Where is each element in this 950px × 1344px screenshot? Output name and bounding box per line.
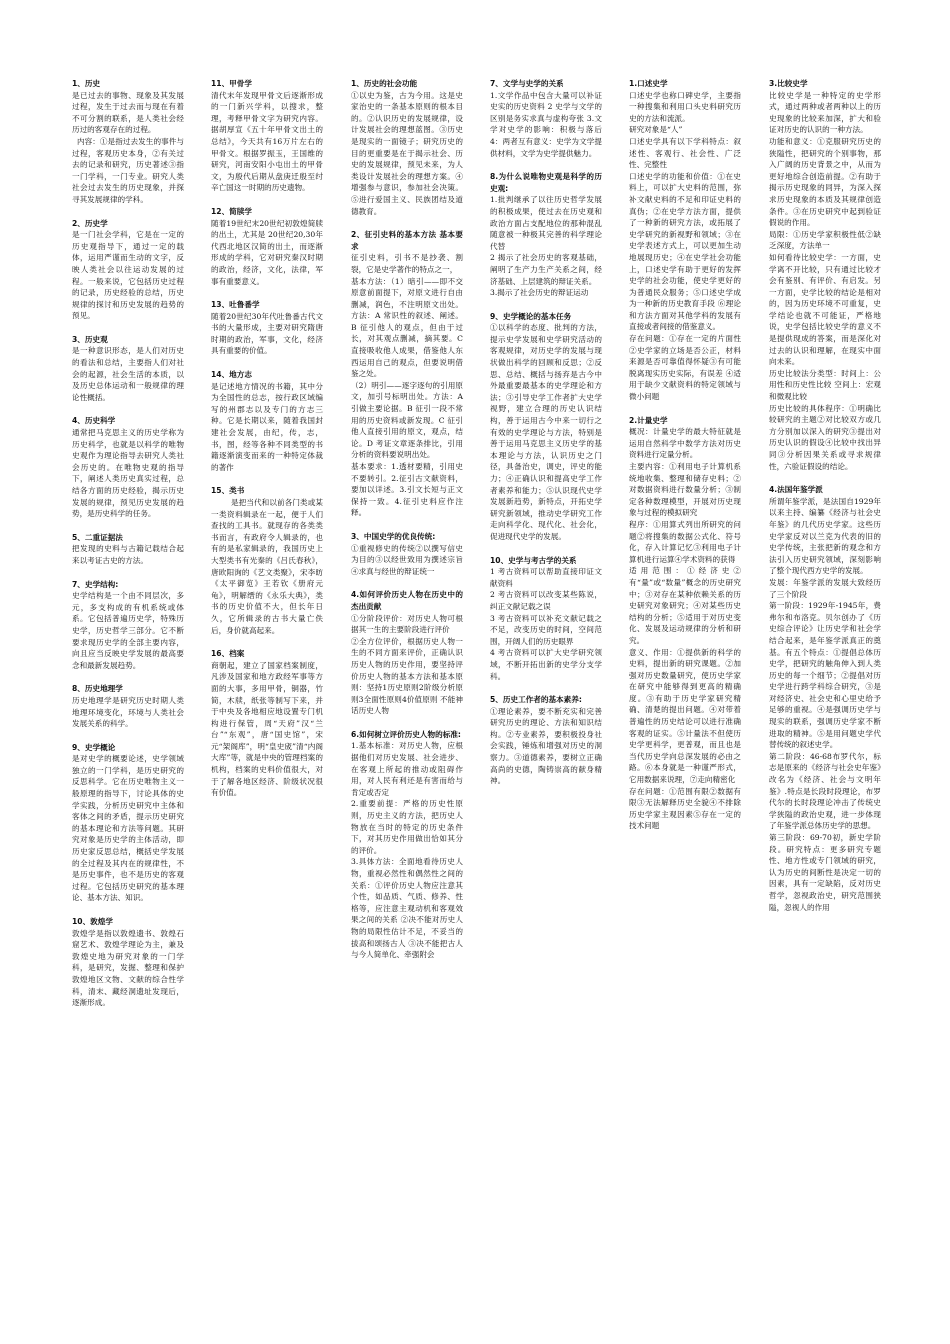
section [351,531,463,577]
section-body: 商朝起，建立了国家档案制度，凡涉及国家和地方政经军事等方面的大事，多用甲骨，铜器，竹简，木牍，纸张等制写下来，并于中央及各地相应地设置专门机构进行保管，周“天府”汉“兰台”“东观”，唐“国史馆”，宋元“架阁库”，明“皇史宬”清“内阁大库”等，就是中央的管理档案的机构，档案的史料价值很大，对于了解各地区经济、阶级状况很有价值。 [211,660,323,798]
section-body: 把发现的史料与古籍记载结合起来以考证古史的方法。 [72,544,184,565]
section [629,78,741,403]
section-heading: 15、类书 [211,486,245,496]
section-body: 概况：计量史学的最大特征就是运用自然科学中数学方法对历史资料进行定量分析。 主要内容：①利用电子计算机系统地收集、整理和储存史料；②对数据资料进行数量分析；③制定各种数理模型，开展对历史现象与过程的模拟研究 程序：①用算式列出所研究的问题②将搜集的数据公式化、符号化，存入计算记忆③利用电子计算机进行运算④学术资料的获得 适用范围：①经济史②有“量”或“数量”概念的历史研究中；③对存在某种依赖关系的历史研究对象研究；④对某些历史结构的分析；⑤适用于对历史变化、发展及运动规律的分析和研究。 意义、作用：①提供新的科学的史料，提出新的研究课题。②加强对历史数量研究，使历史学家在研究中能够得到更高的精确度。③有助于历史学家研究精确、清楚的提出问题。④对带着普遍性的历史结论可以进行准确客观的证实。⑤计量法不但使历史学更科学，更普观，而且也是当代历史学向总深发展的必由之路。⑥本身就是一种谨严形式，它用数据来说理，⑦走向精密化 存在问题：①范围有限②数据有限③无法解释历史全貌④不排除历史学家主观因素⑤存在一定的技术问题 [629,427,741,831]
section-heading: 3.比较史学 [769,79,808,88]
section [72,78,184,206]
section-body: ①理论素养，要不断充实和完善研究历史的理论、方法和知识结构。②专业素养，要积极投身社会实践，锤炼和增强对历史的洞察力。③道德素养，要树立正确高尚的史德，陶铸崇高的献身精神。 [490,706,602,786]
section-heading: 1、历史 [72,79,101,88]
column-2 [211,78,323,811]
section-body: 1.文学作品中包含大量可以补证史实的历史资料 2 史学与文学的区别是务实求真与虚构夸张 3.文学对史学的影响：积极与落后 4：两者互有意义：史学为文学提供材料，文学为史学提供魅力。 [490,90,605,158]
section [211,299,323,357]
section [351,589,463,717]
column-4 [490,78,605,799]
section-heading: 13、吐鲁番学 [211,300,260,310]
section [490,555,602,683]
section-body: ①以科学的态度、批判的方法，提示史学发展和史学研究活动的客观规律，对历史学的发展与现状做出科学的回顾和反思；②反思、总结、概括与扬弃是古今中外最重要最基本的史学理论和方法；③引导史学工作者扩大史学视野，建立合理的历史认识结构，善于运用古今中来一切行之有效的史学理论与方法，特别是善于运用马克思主义历史学的基本理论与方法，认识历史之门径，具备治史，调史，评史的能力；④正确认识和提高史学工作者素养和能力；⑤认识现代史学发展新趋势，新特点，开拓史学研究新领域，推动史学研究工作走向科学化、现代化、社会化，促进现代史学的发展。 [490,323,602,541]
section [490,694,602,787]
section-heading: 2、征引史料的基本方法 基本要求 [351,230,463,251]
document-page [72,78,880,1318]
column-6 [769,78,881,925]
section-heading: 14、地方志 [211,370,252,380]
section [72,683,184,729]
section [72,218,184,322]
section-heading: 9、史学概论的基本任务 [490,311,572,321]
section [211,369,323,473]
section [72,916,184,1009]
section-body: 历史地理学是研究历史时期人类地理环境变化，环境与人类社会发展关系的科学。 [72,695,184,729]
section [211,485,323,636]
section [72,415,184,519]
section-body: ①重视修史的传统②以撰写信史为目的③以经世致用为撰述宗旨④求真与经世的辩证统一 [351,543,463,576]
section-body: 清代末年发现甲骨文后逐渐形成的一门新兴学科，以搜求，整理，考释甲骨文字为研究内容。据胡厚宣《五十年甲骨文出土的总结》，今天共有16万片左右的甲骨文。根据罗振玉，王国维的研究，河南安阳小屯出土的甲骨文，为殷代后期从盘庚迁殷至纣辛亡国这一时期的历史遗物。 [211,90,323,193]
section-body: 所谓年鉴学派，是法国自1929年以来主持、编纂《经济与社会史年鉴》的几代历史学家。这些历史学家反对以兰克为代表的旧的史学传统，主张把新的观念和方法引入历史研究领域，深刻影响了整个现代西方史学的发展。 发展：年鉴学派的发展大致经历了三个阶段 第一阶段：1929年-1945年，费弗尔和布洛克。贝尔创办了《历史综合评论》让历史学和社会学结合起来，是年鉴学派真正的奠基。有五个特点：①提倡总体历史学，把研究的触角伸入到人类历史的每一个细节；②提倡对历史学进行跨学科综合研究，③是对经济史、社会史和心里史给予足够的重视。④是强调历史学与现实的联系，强调历史学家不断进取的精神。⑤是用问题史学代替传统的叙述史学。 第二阶段：46-68布罗代尔，标志是原来的《经济与社会史年鉴》改名为《经济、社会与文明年鉴》.特点是长段时段理论，布罗代尔的长时段理论冲击了传统史学狭隘的政治史观，进一步体现了年鉴学派总体历史学的思想。 第三阶段：69-70初，新史学阶段。研究特点：更多研究专题性、地方性或专门领域的研究，认为历史的间断性是决定一切的因素，具有一定缺陷，反对历史哲学，忽视政治史，研究范围狭隘，忽视人的作用 [769,496,881,912]
section-body: 1.批判继承了以往历史哲学发展的积极成果，使过去在历史观和政治方面占支配地位的那种混乱随意被一种极其完善的科学理论代替 2 揭示了社会历史的客观基础，阐明了生产力生产关系之间，经济基础、上层建筑的辩证关系。 3.揭示了社会历史的辩证运动 [490,195,602,298]
section [769,78,881,472]
section-body: 是记述地方情况的书籍，其中分为全国性的总志，按行政区域编写的州郡志以及专门的方志三种。它是长期以来，随着我国封建社会发展，由纪，传，志，书，图，经等各种不同类型的书籍逐渐演变而来的一种特定体裁的著作 [211,381,323,472]
section-heading: 11、甲骨学 [211,79,252,88]
section [211,648,323,799]
section-body: ①以史为鉴，古为今用。这是史家治史的一条基本原则的根本目的。②认识历史的发展规律，设计发展社会的理想蓝图。③历史是现实的一面镜子；研究历史的目的更重要是在于揭示社会、历史的发展规律，预见未来，为人类设计发展社会的理想方案。④增强参与意识，参加社会决策。⑤进行爱国主义、民族团结及道德教育。 [351,90,463,216]
section-body: 1.基本标准：对历史人物，应根据他们对历史发展、社会进步、在客观上所起的推动或阻碍作用，对人民有利还是有害而给与肯定或否定 2.重要前提：严格的历史性原则，历史主义的方法，把历史人物放在当时的特定的历史条件下，对其历史作用做出恰如其分的评价。 3.具体方法：全面地看待历史人物，重视必然性和偶然性之间的关系：①评价历史人物应注意其个性，如品质、气质、修养、性格等，应注意主观动机和客观效果之间的关系 ②决不能对历史人物的局限性估计不足，不妥当的拔高和颂扬古人 ③决不能把古人与今人简单化、牵强附会 [351,741,463,960]
section-body: 是把当代和以前各门类或某一类资料辑录在一起，便于人们查找的工具书。就现存的各类类书而言，有政府令人辑录的，也有的是私家辑录的，我国历史上大型类书有光秦的《吕氏春秋》，唐欧阳询的《艺文类聚》，宋李昉《太平御览》王若钦《册府元龟》，明解缙的《永乐大典》，类书的历史价值不大，但长年日久，它所辑录的古书大量亡佚后，身价就高起来。 [211,498,323,635]
section-heading: 7、文学与史学的关系 [490,79,564,88]
section-heading: 4.法国年鉴学派 [769,485,823,495]
section [490,78,605,159]
section-heading: 5、二重证据法 [72,532,123,542]
section-body: 1 考古资料可以帮助直接印证文献资料 2 考古资料可以改变某些陈说，纠正文献记载之误 3 考古资料可以补充文献记载之不足，改变历史的时间，空间范围，开阔人们的历史眼界 4 考古资料可以扩大史学研究领域，不断开拓出新的史学分支学科。 [490,567,602,681]
column-1 [72,78,184,1021]
section [72,579,184,672]
section-body: 是一种意识形态，是人们对历史的看法和总结，主要指人们对社会的起源，社会生活的本质，以及历史总体运动和一般规律的理论性概括。 [72,346,184,402]
section [351,78,463,217]
section-heading: 1.口述史学 [629,79,668,88]
section [72,742,184,904]
section [351,729,463,961]
section-body: ①分阶段评价：对历史人物可根据其一生的主要阶段进行评价 ②全方位评价，根据历史人物一生的不同方面来评价，正确认识历史人物的历史作用，要坚持评价历史人物的基本方法和基本原则：坚持1历史原则2阶级分析原则3全面性原则4价值原则 不能神话历史人物 [351,613,463,716]
section-heading: 6.如何树立评价历史人物的标准: [351,729,461,739]
section [211,78,323,194]
section [490,311,602,543]
column-3 [351,78,463,973]
section [490,171,602,299]
section-body: 敦煌学是指以敦煌遗书、敦煌石窟艺术、敦煌学理论为主，兼及敦煌史地为研究对象的一门学科，是研究，发掘、整理和保护敦煌地区文物、文献的综合性学科，清末、藏经洞遗址发现后，逐渐形成。 [72,928,184,1008]
section [211,206,323,287]
section [351,229,463,519]
section-heading: 2.计量史学 [629,415,668,425]
section [72,334,184,404]
section-body: 是对史学的概要论述，史学领域独立的一门学科，是历史研究的反思科学。它在历史唯物主义一般原理的指导下，讨论具体的史学实践，分析历史研究中主体和客体之间的矛盾，提示历史研究的基本理论和方法等问题。其研究对象是历史学的主体活动，即历史家反思总结，概括史学发展的全过程及其内在的规律性，不是历史事件，也不是历史的客观过程。它包括历史研究的基本理论、基本方法、知识。 [72,754,184,903]
section-heading: 3、历史观 [72,334,108,344]
section [769,484,881,913]
section-body: 征引史料，引书不是抄袭、割裂，它是史学著作的特点之一， 基本方法：（1）暗引——即不交原意前面提下，对原文进行自由删减，润色，不注明原文出处。方法：A 常识性的叙述、阐述。B 征引他人的观点，但由于过长，对其观点删减，摘其要。C 直接吸收他人成果，借鉴他人东西运用自己的观点，但要说明借鉴之处。 （2）明引——逐字逐句的引用原文，加引号标明出处。方法：A 引做主要论据。B 征引一段不常用的历史资料或新发现。C 征引他人直接引用的原文，观点，结论。D 考证文章逐条排比，引用分析的资料要说明出处。 基本要求：1.透材要精，引用史不要转引。2.征引古文献资料，要加以详述。3.引文长短与正文保持一致。4.征引史料应作注释。 [351,253,463,518]
section [72,532,184,567]
section-body: 比较史学是一种特定的史学形式，通过两种或者两种以上的历史现象的比较来加深，扩大和验证对历史的认识的一种方法。 功能和意义：①克服研究历史的狭隘性，把研究的个别事物，那入广阔的历史背景之中，从而为更好地综合创造前提。②有助于揭示历史现象的同异，为深入探求历史现象的本质及其规律创造条件。③在历史研究中起到验证假说的作用。 局限：①历史学家积极性低②缺乏深度，方法单一 如何看待比较史学：一方面，史学离不开比较，只有通过比较才会有鉴别、有评价、有启发。另一方面，史学比较的结论是相对的，因为历史环境不可重复，史学结论也就不可能证，严格地说，史学包括比较史学的意义不是提供现成的答案，而是深化对过去的认识和理解，在现实中面向未来。 历史比较法分类型：时间上：公用性和历史性比较 空间上：宏观和微观比较 历史比较的具体程序：①明确比较研究的主题②对比较双方或几方分别加以深入的研究③提出对历史认识的假设④比较中找出异同③分析因果关系或寻求规律性，六验证假设的结论。 [769,90,881,471]
section-heading: 3、中国史学的优良传统: [351,531,436,541]
section-body: 史学结构是一个由不同层次，多元，多支构成的有机系统或体系。它包括普遍历史学，特殊历史学，历史哲学三部分。它不断要求现历史学的全部主要内容，向且应当反映史学发展的最高要念和最新发展趋势。 [72,591,184,670]
section-heading: 9、史学概论 [72,742,116,752]
section-heading: 4.如何评价历史人物在历史中的杰出贡献 [351,590,463,611]
section-heading: 16、档案 [211,649,245,659]
column-5 [629,78,741,844]
section-heading: 8.为什么说唯物史观是科学的历史观: [490,172,602,193]
section-body: 随着19世纪末20世纪初敦煌简牍的出土，尤其是 20世纪20,30年代西北地区汉简的出土，而逐渐形成的学科，它对研究秦汉时期的政治，经济，文化，法律，军事有重要意义。 [211,218,323,286]
section-heading: 10、敦煌学 [72,917,113,926]
section [629,415,741,832]
section-body: 通常把马克思主义的历史学称为历史科学，也就是以科学的唯物史观作为理论指导去研究人类社会历史的。在唯物史观的指导下，阐述人类历史真实过程，总结各方面的历史经验，揭示历史发展的规律，预见历史发展的趋势，是历史科学的任务。 [72,428,184,519]
section-heading: 10、史学与考古学的关系 [490,555,577,565]
section-body: 随着20世纪30年代吐鲁番古代文书的大量形成，主要对研究隋唐时期的政治，军事，文化，经济具有重要的价值。 [211,311,323,356]
section-body: 是一门社会学科，它是在一定的历史观指导下，通过一定的载体，运用严谨而生动的文字，反映人类社会以往运动发展的过程。一般来说，它包括历史过程的记录，历史经验的总结，历史规律的探讨和历史发展的趋势的预见。 [72,230,184,321]
section-heading: 1、历史的社会功能 [351,79,418,88]
section-heading: 8、历史地理学 [72,684,123,694]
section-heading: 12、简牍学 [211,206,252,216]
section-body: 是已过去的事物、现象及其发展过程，发生于过去而与现在有着不可分割的联系，是人类社会经历过的客观存在的过程。 内容：①是指过去发生的事件与过程，客观历史本身，②有关过去的记录和研究，历史著述③指一门学科，一门专业。研究人类社会过去发生的历史现象，并探寻其发展规律的学科。 [72,90,185,204]
section-heading: 4、历史科学 [72,416,116,426]
section-body: 口述史学也称口碑史学，主要指一种搜集和利用口头史料研究历史的方法和流派。 研究对象是“人” 口述史学具有以下学科特点：叙述性、客观行、社会性、广泛性、完整性 口述史学的功能和价值：①在史料上，可以扩大史料的范围，弥补文献史料的不足和印证史料的真伪；②在史学方法方面，提供了一种新的研究方法，或拓展了史学研究的新视野和领域；③在史学表述方式上，可以更加生动地展现历史；④在史学社会功能上，口述史学有助于更好的发挥史学的社会功能，使史学更好的为普通民众服务；⑤口述史学成为一种新的历史教育手段 ⑥理论和方法方面对其他学科的发展有直接或者间接的借鉴意义。 存在问题：①存在一定的片面性 ②史学家的立场是否公正，材料来源是否可靠值得怀疑③有可能脱离现实历史实际，有误差 ④适用于缺少文献资料的特定领域与微小问题 [629,90,741,402]
section-heading: 5、历史工作者的基本素养: [490,695,582,705]
section-heading: 2、历史学 [72,218,108,228]
section-heading: 7、史学结构: [72,579,119,589]
